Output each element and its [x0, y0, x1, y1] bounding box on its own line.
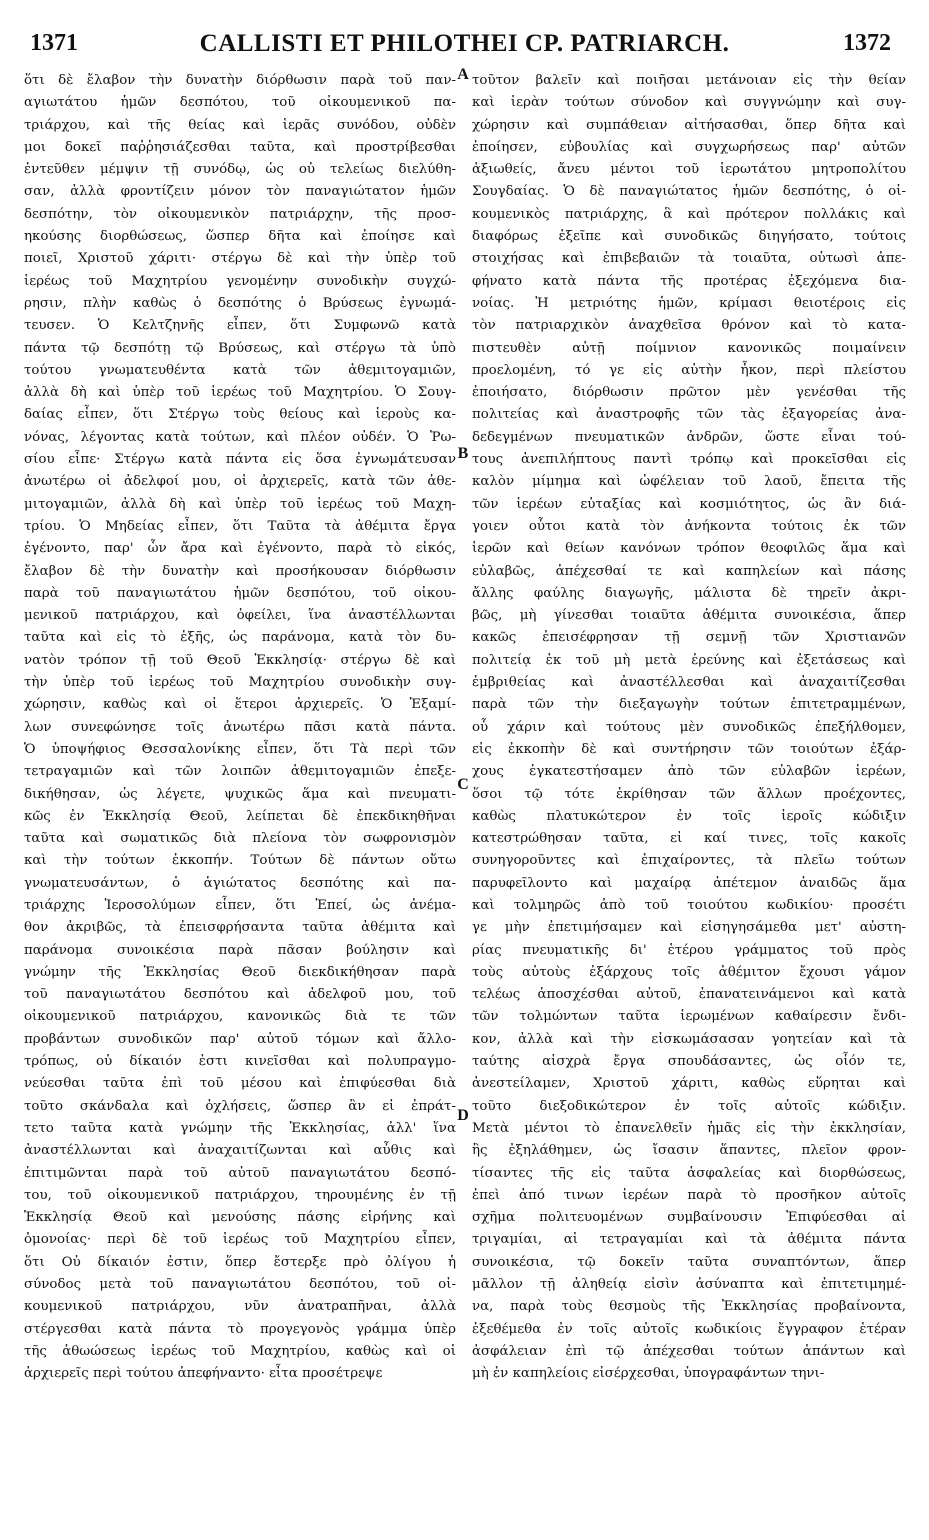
text-line: ταῦτα καὶ σωματικῶς διὰ πλείονα τὸν σωφρονισμὸν	[24, 831, 456, 847]
text-line: οὗ χάριν καὶ τούτους μὲν συνοδικῶς ἐπεξήλθομεν,	[472, 719, 906, 735]
text-line: δεδεγμένων πνευματικῶν ἀνδρῶν, ὥστε εἶναι τού-	[472, 429, 906, 445]
text-line: τριγαμίαι, αἱ τετραγαμίαι καὶ τὰ ἀθέμιτα πάντα	[472, 1232, 906, 1248]
text-line: στοιχήσας καὶ ἐπιβεβαιῶν τὰ τοιαῦτα, οὑτωσὶ ἀπε-	[472, 251, 906, 267]
text-line: θον ἀκριβῶς, τὰ ἐπεισφρήσαντα ταῦτα ἀθέμιτα καὶ	[24, 920, 456, 936]
text-line: ταῦτα καὶ εἰς τὸ ἑξῆς, ὡς παράνομα, κατὰ τὸν δυ-	[24, 630, 456, 646]
text-line: μενικοῦ πατριάρχου, καὶ ὀφείλει, ἵνα ἀναστέλλωνται	[24, 608, 456, 624]
text-line: ἀσφάλειαν ἐπὶ τῷ ἀπέχεσθαι τούτων ἁπάντων καὶ	[472, 1343, 906, 1359]
text-line: τούτου γνωματευθέντα κατὰ τῶν ἀθεμιτογαμιῶν,	[24, 362, 456, 378]
margin-marker-c: C	[457, 776, 469, 793]
text-line: πάντα τῷ δεσπότῃ τῷ Βρύσεως, καὶ στέργω τὰ ὑπὸ	[24, 340, 456, 356]
text-line: Μετὰ μέντοι τὸ ἐπανελθεῖν ἡμᾶς εἰς τὴν ἐκκλησίαν,	[472, 1120, 906, 1136]
text-line: ποιεῖ, Χριστοῦ χάριτι· στέργω δὲ καὶ τὴν ὑπὲρ τοῦ	[24, 251, 456, 267]
text-line: πιστευθὲν αὐτῇ ποίμνιον κανονικῶς ποιμαίνειν	[472, 340, 906, 356]
text-line: νεύεσθαι ταῦτα ἐπὶ τοῦ μέσου καὶ ἐπιφύεσθαι διὰ	[24, 1076, 456, 1092]
text-line: παρυφεῖλοντο καὶ μαχαίρᾳ ἀπέτεμον ἀναιδῶς ἅμα	[472, 875, 906, 891]
text-line: Ὁ ὑποψήφιος Θεσσαλονίκης εἶπεν, ὅτι Τὰ περὶ τῶν	[24, 741, 456, 757]
text-line: προβάντων συνοδικῶν παρ' αὐτοῦ τόμων καὶ ἄλλο-	[24, 1031, 456, 1047]
text-line: βῶς, μὴ γίνεσθαι τοιαῦτα ἀθέμιτα συνοικέσια, ἅπερ	[472, 608, 906, 624]
text-line: φήνατο κατὰ πάντα τῆς προτέρας ἐξεχόμενα δια-	[472, 273, 906, 289]
text-line: νατὸν τρόπον τῇ τοῦ Θεοῦ Ἐκκλησίᾳ· στέργω δὲ καὶ	[24, 652, 456, 668]
text-line: μᾶλλον τῇ ἀληθείᾳ εἰσὶν ἀσύναπτα καὶ ἐπιτετιμημέ-	[472, 1277, 906, 1293]
text-line: παράνομα συνοικέσια παρὰ πᾶσαν βούλησιν καὶ	[24, 942, 456, 958]
text-line: τὸν πατριαρχικὸν ἀναχθεῖσα θρόνον καὶ τὸ κατα-	[472, 318, 906, 334]
text-line: πολιτείας καὶ ἀναστροφῆς τῶν τὰς ἐξαγορείας ἀνα-	[472, 407, 906, 423]
text-line: ἀνεστείλαμεν, Χριστοῦ χάριτι, καθὼς εὕρηται καὶ	[472, 1076, 906, 1092]
text-line: ὅτι δὲ ἔλαβον τὴν δυνατὴν διόρθωσιν παρὰ τοῦ παν-	[24, 73, 456, 88]
text-line: ἐποίησεν, εὐβουλίας καὶ συγχωρήσεως παρ' αὐτῶν	[472, 139, 906, 155]
text-line: μοι δοκεῖ παῤῥησιάζεσθαι ταῦτα, καὶ προστρίβεσθαι	[24, 139, 456, 155]
text-line: μὴ ἐν καπηλείοις εἰσέρχεσθαι, ὑπογραφάντων τηνι-	[472, 1366, 825, 1382]
margin-marker-b: B	[457, 445, 469, 462]
text-line: ἔλαβον δὲ τὴν δυνατὴν καὶ προσήκουσαν διόρθωσιν	[24, 563, 456, 579]
text-line: τριάρχης Ἱεροσολύμων εἶπεν, ὅτι Ἐπεί, ὡς ἀνέμα-	[24, 897, 456, 913]
text-line: ἐξεθέμεθα ἐν τοῖς αὐτοῖς κωδικίοις ἔγγραφον ἑτέραν	[472, 1321, 906, 1337]
text-line: οἰκουμενικοῦ πατριάρχου, κανονικῶς διὰ τε τῶν	[24, 1009, 456, 1025]
page-number-right: 1372	[843, 30, 891, 56]
text-line: ἐποιήσατο, διόρθωσιν πρῶτον μὲν γενέσθαι τῆς	[472, 385, 906, 401]
text-line: σαν, ἀλλὰ φροντίζειν μόνον τὸν παναγιώτατον ἡμῶν	[24, 184, 456, 200]
text-line: ἀρχιερεῖς περὶ τούτου ἀπεφήναντο· εἶτα προσέτρεψε	[24, 1366, 383, 1382]
text-line: ἱερῶν καὶ θείων κανόνων τρόπον θεοφιλῶς ἅμα καὶ	[472, 541, 906, 557]
text-line: τοὺς αὐτοὺς ἐξάρχους τοῖς ἀθέμιτον ἔχουσι γάμον	[472, 964, 906, 980]
text-line: τευσεν. Ὁ Κελτζηνῆς εἶπεν, ὅτι Συμφωνῶ κατὰ	[24, 318, 456, 334]
text-line: σίου εἶπε· Στέργω κατὰ πάντα εἰς ὅσα ἐγνωμάτευσαν	[24, 452, 456, 468]
text-line: τελέως ἀποσχέσθαι αὐτοῦ, ἐπανατεινάμενοι καὶ κατὰ	[472, 987, 906, 1003]
text-line: μιτογαμιῶν, ἀλλὰ δὴ καὶ ὑπὲρ τοῦ ἱερέως τοῦ Μαχη-	[24, 496, 456, 512]
text-line: χώρησιν καὶ συμπάθειαν αἰτήσασθαι, ὅπερ δῆτα καὶ	[472, 117, 906, 133]
text-line: γε μὴν ἐπετιμήσαμεν καὶ εἰσηγησάμεθα μετ' αὐστη-	[472, 920, 906, 936]
text-line: προελομένη, τό γε εἰς αὐτὴν ἧκον, περὶ πλείστου	[472, 362, 906, 378]
text-line: συνοικέσια, τῷ δοκεῖν ταῦτα συναπτόντων, ἅπερ	[472, 1254, 906, 1270]
text-line: κῶς ἐν Ἐκκλησίᾳ Θεοῦ, λείπεται δὲ ἐπεκδικηθῆναι	[24, 808, 456, 824]
left-column	[24, 70, 456, 1386]
text-line: ἀλλὰ δὴ καὶ ὑπὲρ τοῦ ἱερέως τοῦ Μαχητρίου. Ὁ Σουγ-	[24, 385, 456, 401]
page-number-left: 1371	[30, 30, 78, 56]
text-line: τοῦ παναγιωτάτου δεσπότου καὶ ἀδελφοῦ μου, τοῦ	[24, 987, 456, 1003]
text-line: χώρησιν, καθὼς καὶ οἱ ἕτεροι ἀρχιερεῖς. Ὁ Ἐξαμί-	[24, 697, 456, 713]
text-line: τριάρχου, καὶ τῆς θείας καὶ ἱερᾶς συνόδου, οὐδὲν	[24, 117, 456, 133]
text-line: του, τοῦ οἰκουμενικοῦ πατριάρχου, τηρουμένης ἐν τῇ	[24, 1187, 456, 1203]
text-line: καθὼς πλατυκώτερον ἐν τοῖς ἱεροῖς κώδιξιν	[472, 808, 906, 824]
text-line: λων συνεφώνησε τοῖς ἀνωτέρω πᾶσι κατὰ πάντα.	[24, 719, 456, 735]
text-line: ἀξιωθείς, ἄνευ μέντοι τοῦ ἱερωτάτου μητροπολίτου	[472, 162, 906, 178]
text-line: ρησιν, πλὴν καθὼς ὁ δεσπότης ὁ Βρύσεως ἐγνωμά-	[24, 295, 456, 311]
text-line: δαίας εἶπεν, ὅτι Στέργω τοὺς θείους καὶ ἱεροὺς κα-	[24, 407, 456, 423]
text-line: τῶν ἱερέων εὐταξίας καὶ κοσμιότητος, ὡς ἂν διά-	[472, 496, 906, 512]
text-line: δικήθησαν, ὡς λέγετε, ψυχικῶς ἅμα καὶ πνευματι-	[24, 786, 456, 802]
text-line: ἄλλης φαύλης διαγωγῆς, μάλιστα δὲ τηρεῖν ἀκρι-	[472, 585, 906, 601]
text-line: πολιτείᾳ ἐκ τοῦ μὴ μετὰ ἐρεύνης καὶ ἐξετάσεως καὶ	[472, 652, 906, 668]
text-line: τίσαντες τῆς εἰς ταῦτα ἀσφαλείας καὶ διορθώσεως,	[472, 1165, 906, 1181]
text-line: τους ἀνεπιλήπτους παντὶ τρόπῳ καὶ προκεῖσθαι εἰς	[472, 452, 906, 468]
text-line: ὅσοι τῷ τότε ἐκρίθησαν τῶν ἄλλων προέχοντες,	[472, 786, 906, 802]
running-title: CALLISTI ET PHILOTHEI CP. PATRIARCH.	[199, 30, 730, 57]
text-line: καὶ τολμηρῶς ἀπὸ τοῦ τοιούτου κωδικίου· προσέτι	[472, 897, 906, 913]
text-line: τοῦτον βαλεῖν καὶ ποιῆσαι μετάνοιαν εἰς τὴν θείαν	[472, 73, 906, 88]
text-line: νοίας. Ἡ μετριότης ἡμῶν, κρίμασι θειοτέροις εἰς	[472, 295, 906, 311]
text-line: ἀνωτέρω οἱ ἀδελφοί μου, οἱ ἀρχιερεῖς, κατὰ τῶν ἀθε-	[24, 474, 456, 490]
text-line: καὶ τὴν τούτων ἐκκοπήν. Τούτων δὲ πάντων οὕτω	[24, 853, 456, 869]
margin-marker-a: A	[457, 66, 469, 83]
text-line: παρὰ τῶν τὴν διεξαγωγὴν τούτων ἐπιτετραμμένων,	[472, 697, 906, 713]
text-line: συνηγοροῦντες καὶ ἐπιχαίροντες, τὰ πλεῖω τούτων	[472, 853, 906, 869]
text-line: κακῶς ἐπεισέφρησαν τῇ σεμνῇ τῶν Χριστιανῶν	[472, 630, 906, 646]
text-line: ἐμβριθείας καὶ ἀναστέλλεσθαι καὶ ἀναχαιτίζεσθαι	[472, 675, 906, 691]
text-line: εὐλαβῶς, ἀπέχεσθαί τε καὶ καπηλείων καὶ πάσης	[472, 563, 906, 579]
text-line: τρόπως, οὐ δίκαιόν ἐστι κινεῖσθαι καὶ πολυπραγμο-	[24, 1054, 456, 1070]
text-line: τῆς ἀθωώσεως ἱερέως τοῦ Μαχητρίου, καθὼς καὶ οἱ	[24, 1343, 456, 1359]
text-line: χους ἐγκατεστήσαμεν ἀπὸ τῶν εὐλαβῶν ἱερέων,	[472, 764, 906, 780]
text-line: κουμενικοῦ πατριάρχου, νῦν ἀνατραπῆναι, ἀλλὰ	[24, 1299, 456, 1315]
text-line: ἐπεὶ ἀπό τινων ἱερέων παρὰ τὸ προσῆκον αὐτοῖς	[472, 1187, 906, 1203]
text-line: γνωματευσάντων, ὁ ἁγιώτατος δεσπότης καὶ πα-	[24, 875, 456, 891]
right-column	[472, 70, 906, 1386]
text-line: Σουγδαίας. Ὁ δὲ παναγιώτατος ἡμῶν δεσπότης, ὁ οἰ-	[472, 184, 906, 200]
text-line: γοιεν οὗτοι κατὰ τὸν ἀνήκοντα τούτοις ἐκ τῶν	[472, 518, 906, 534]
text-line: ἐντεῦθεν μέμψιν τῇ συνόδῳ, ὡς οὐ τελείως διελύθη-	[24, 162, 456, 178]
text-line: ὁμονοίας· περὶ δὲ τοῦ ἱερέως τοῦ Μαχητρίου εἶπεν,	[24, 1232, 456, 1248]
text-line: ὅτι Οὐ δίκαιόν ἐστιν, ὅπερ ἔστερξε πρὸ ὀλίγου ἡ	[24, 1254, 456, 1270]
text-line: νόνας, λέγοντας κατὰ τούτων, καὶ πλέον οὐδέν. Ὁ Ῥω-	[24, 429, 456, 445]
text-line: ταύτης αἰσχρὰ ἔργα σπουδάσαντες, ὡς οἷόν τε,	[472, 1054, 906, 1070]
text-line: ἐπιτιμῶνται παρὰ τοῦ αὐτοῦ παναγιωτάτου δεσπό-	[24, 1165, 456, 1181]
text-line: Ἐκκλησίᾳ Θεοῦ καὶ μενούσης πάσης εἰρήνης καὶ	[24, 1210, 456, 1226]
text-line: γνώμην τῆς Ἐκκλησίας Θεοῦ διεκδικήθησαν παρὰ	[24, 964, 456, 980]
text-line: ηκούσης διορθώσεως, ὥσπερ δῆτα καὶ ἐποίησε καὶ	[24, 229, 456, 245]
page-header	[0, 30, 929, 64]
text-line: διαφόρως ἐξεῖπε καὶ συνοδικῶς διηγήσατο, τούτοις	[472, 229, 906, 245]
text-line: ρίας πνευματικῆς δι' ἑτέρου γράμματος τοῦ πρὸς	[472, 942, 906, 958]
margin-marker-d: D	[457, 1107, 469, 1124]
text-line: σύνοδος μετὰ τοῦ παναγιωτάτου δεσπότου, τοῦ οἰ-	[24, 1277, 456, 1293]
text-line: δεσπότην, τὸν οἰκουμενικὸν πατριάρχην, τῆς προσ-	[24, 206, 456, 222]
text-line: καὶ ἱερὰν τούτων σύνοδον καὶ συγγνώμην καὶ συγ-	[472, 95, 906, 111]
text-line: τοῦτο διεξοδικώτερον ἐν τοῖς αὐτοῖς κώδιξιν.	[472, 1098, 906, 1114]
text-line: τοῦτο σκάνδαλα καὶ ὀχλήσεις, ὥσπερ ἂν εἰ ἐπράτ-	[24, 1098, 456, 1114]
text-line: εἰς ἐκκοπὴν δὲ καὶ συντήρησιν τῶν τοιούτων ἐξάρ-	[472, 741, 906, 757]
text-line: τετραγαμιῶν καὶ τῶν λοιπῶν ἀθεμιτογαμιῶν ἐπεξε-	[24, 764, 456, 780]
text-line: τῶν τολμώντων ταῦτα ἱερωμένων καθαίρεσιν ἔνδι-	[472, 1009, 906, 1025]
text-line: να, παρὰ τοὺς θεσμοὺς τῆς Ἐκκλησίας προβαίνοντα,	[472, 1299, 906, 1315]
text-line: ἣς ἐξηλάθημεν, ὡς ἴσασιν ἅπαντες, πλεῖον φρον-	[472, 1143, 906, 1159]
text-line: κουμενικὸς πατριάρχης, ἃ καὶ πρότερον πολλάκις καὶ	[472, 206, 906, 222]
text-line: κον, ἀλλὰ καὶ τὴν εἰσκωμάσασαν γοητείαν καὶ τὰ	[472, 1031, 906, 1047]
text-line: παρὰ τοῦ παναγιωτάτου ἡμῶν δεσπότου, τοῦ οἰκου-	[24, 585, 456, 601]
text-line: τετο ταῦτα κατὰ γνώμην τῆς Ἐκκλησίας, ἀλλ' ἵνα	[24, 1120, 456, 1136]
text-line: αγιωτάτου ἡμῶν δεσπότου, τοῦ οἰκουμενικοῦ πα-	[24, 95, 456, 111]
text-line: ἀναστέλλωνται καὶ ἀναχαιτίζωνται καὶ αὖθις καὶ	[24, 1143, 456, 1159]
text-line: ἱερέως τοῦ Μαχητρίου γενομένην συνοδικὴν συγχώ-	[24, 273, 456, 289]
text-line: καλὸν μίμημα καὶ ὠφέλειαν τοῦ λαοῦ, ἔπειτα τῆς	[472, 474, 906, 490]
text-line: τρίου. Ὁ Μηδείας εἶπεν, ὅτι Ταῦτα τὰ ἀθέμιτα ἔργα	[24, 518, 456, 534]
text-line: στέργεσθαι κατὰ πάντα τὸ προγεγονὸς γράμμα ὑπὲρ	[24, 1321, 456, 1337]
text-line: τὴν ὑπὲρ τοῦ ἱερέως τοῦ Μαχητρίου συνοδικὴν συγ-	[24, 675, 456, 691]
text-line: ἐγένοντο, παρ' ὧν ἄρα καὶ ἐγένοντο, παρὰ τὸ εἰκός,	[24, 541, 456, 557]
text-line: κατεστρώθησαν ταῦτα, εἰ καί τινες, τοῖς κακοῖς	[472, 831, 906, 847]
text-line: σχῆμα πολιτευομένων συμβαίνουσιν Ἐπιφύεσθαι αἱ	[472, 1210, 906, 1226]
